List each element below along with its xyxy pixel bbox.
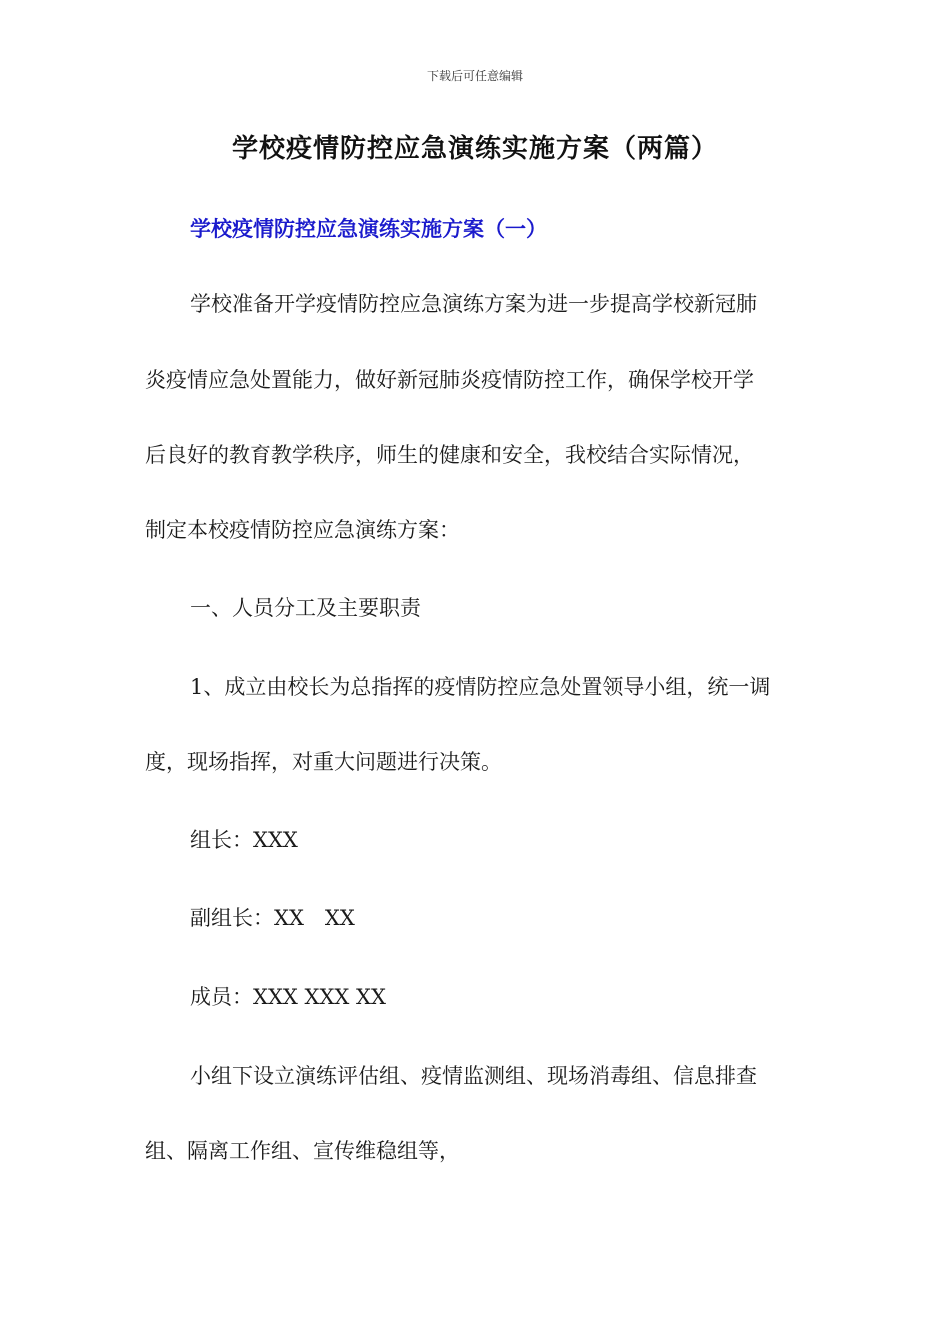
paragraph-line: 制定本校疫情防控应急演练方案： <box>145 518 460 542</box>
header-note: 下载后可任意编辑 <box>426 69 523 83</box>
section-heading: 一、人员分工及主要职责 <box>190 596 421 620</box>
paragraph-line: 组、隔离工作组、宣传维稳组等， <box>145 1139 460 1163</box>
paragraph-line: 度，现场指挥，对重大问题进行决策。 <box>145 750 502 774</box>
members-line: 成员：XXX XXX XX <box>190 985 386 1009</box>
paragraph-line: 小组下设立演练评估组、疫情监测组、现场消毒组、信息排查 <box>190 1064 757 1088</box>
deputy-line: 副组长：XX XX <box>190 906 355 930</box>
document-title: 学校疫情防控应急演练实施方案（两篇） <box>231 134 718 164</box>
paragraph-line: 后良好的教育教学秩序，师生的健康和安全，我校结合实际情况， <box>145 443 754 467</box>
paragraph-line: 炎疫情应急处置能力，做好新冠肺炎疫情防控工作，确保学校开学 <box>145 368 754 392</box>
paragraph-line: 学校准备开学疫情防控应急演练方案为进一步提高学校新冠肺 <box>190 292 757 316</box>
leader-line: 组长：XXX <box>190 828 298 852</box>
paragraph-line: 1、成立由校长为总指挥的疫情防控应急处置领导小组，统一调 <box>190 675 771 699</box>
section-title: 学校疫情防控应急演练实施方案（一） <box>190 216 547 241</box>
